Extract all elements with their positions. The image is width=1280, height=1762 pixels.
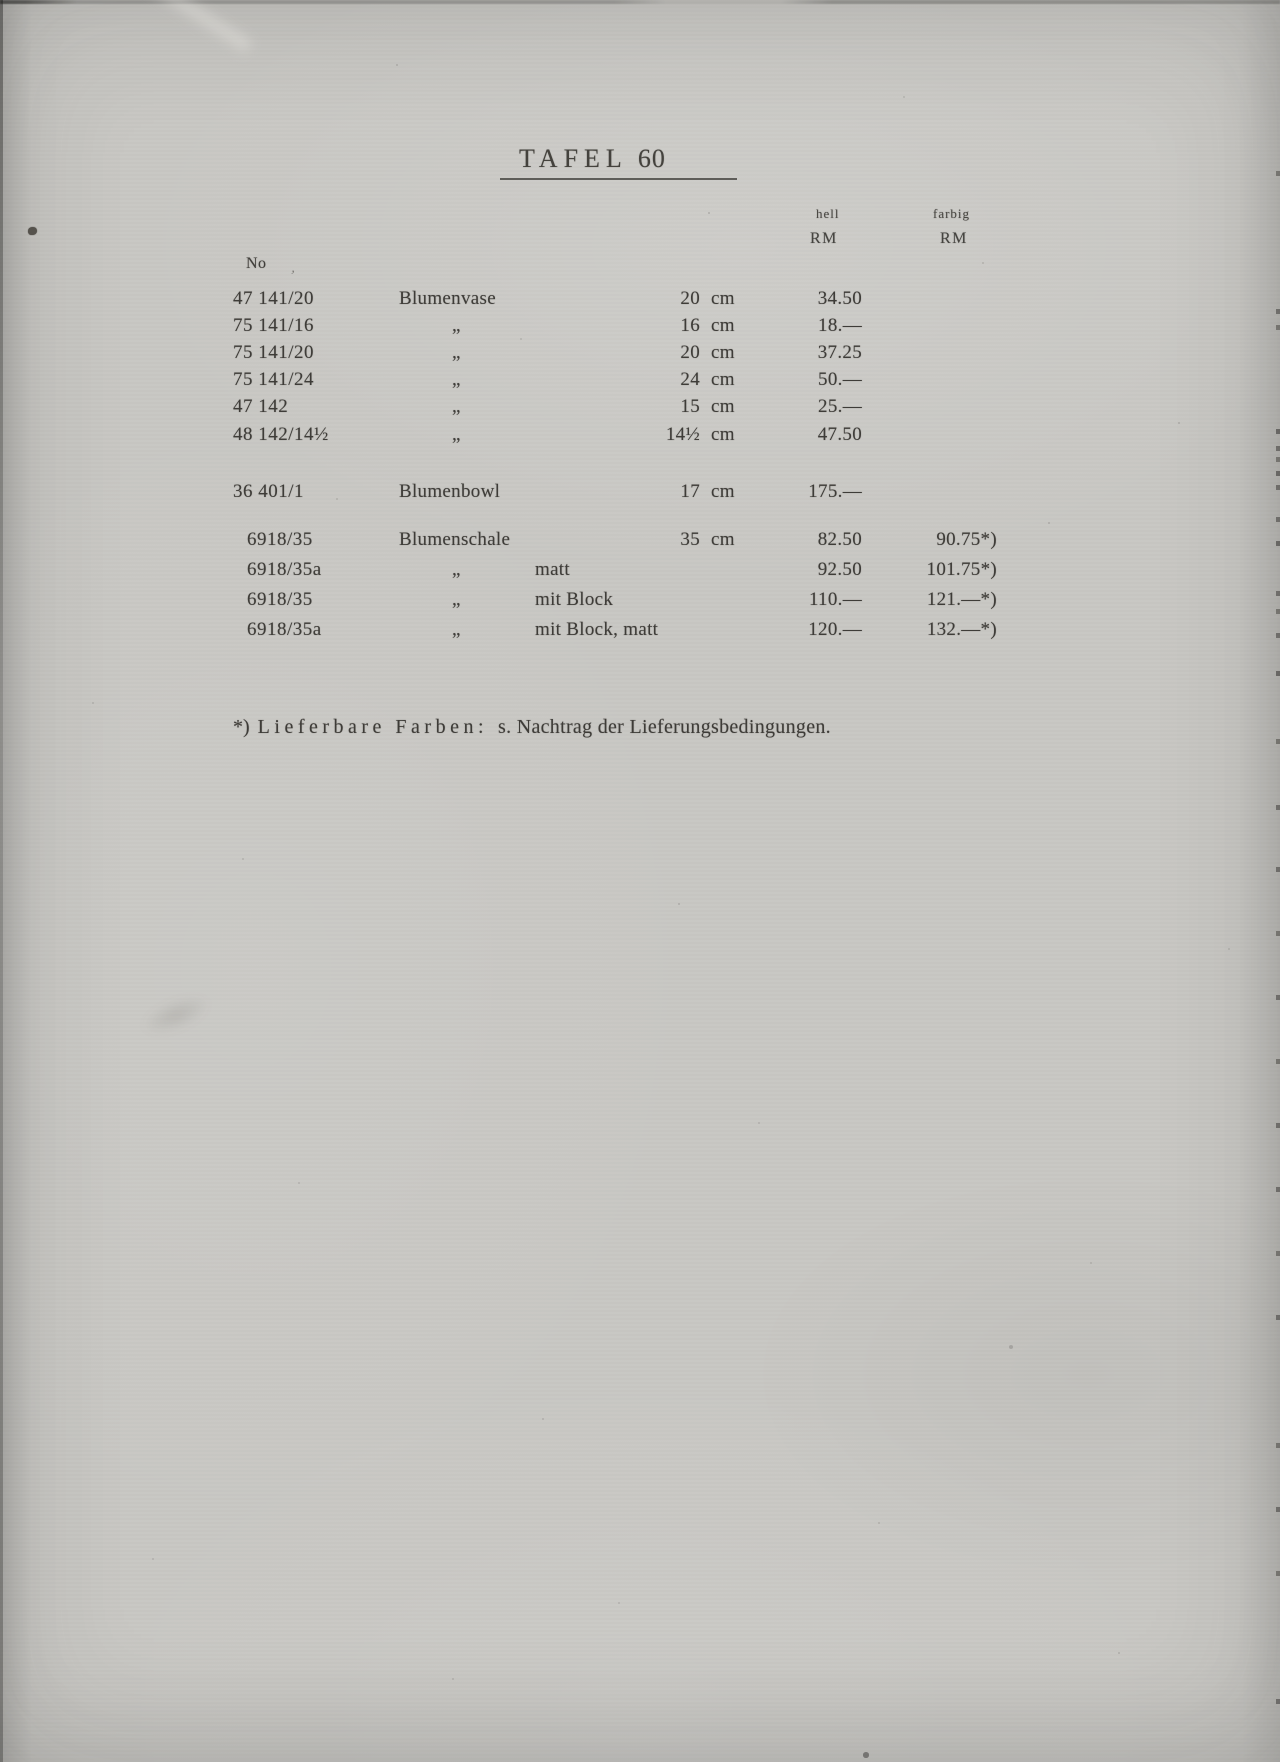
item-size: 17 — [680, 481, 700, 502]
item-variant: mit Block — [535, 589, 614, 610]
item-price-hell: 50.— — [818, 369, 862, 390]
item-price-hell: 37.25 — [817, 342, 862, 363]
item-no: 48 142/14½ — [233, 424, 329, 445]
item-no: 6918/35 — [247, 529, 313, 550]
ditto-mark: „ — [452, 369, 461, 390]
item-no: 6918/35a — [247, 559, 322, 580]
column-header-hell-rm: RM — [810, 230, 838, 247]
item-price-hell: 175.— — [808, 481, 862, 502]
table-row — [0, 396, 1280, 420]
table-row — [0, 619, 1280, 643]
item-price-farbig: 101.75*) — [926, 559, 997, 580]
item-unit: cm — [711, 396, 735, 417]
item-price-farbig: 132.—*) — [926, 619, 997, 640]
item-name: Blumenvase — [399, 288, 496, 309]
item-price-hell: 34.50 — [817, 288, 862, 309]
footnote — [233, 716, 831, 739]
item-size: 16 — [680, 315, 700, 336]
ditto-mark: „ — [452, 559, 461, 580]
item-name: Blumenbowl — [399, 481, 501, 502]
footnote-emphasis: Lieferbare Farben: — [257, 716, 489, 738]
item-no: 75 141/20 — [233, 342, 315, 363]
item-unit: cm — [711, 315, 735, 336]
column-header-farbig: farbig — [933, 206, 971, 221]
column-header-hell: hell — [816, 206, 840, 221]
table-row — [0, 288, 1280, 312]
item-price-farbig: 90.75*) — [936, 529, 997, 550]
footnote-asterisk: *) — [233, 716, 250, 738]
table-row — [0, 589, 1280, 613]
item-unit: cm — [711, 424, 735, 445]
item-no: 6918/35 — [247, 589, 313, 610]
item-price-farbig: 121.—*) — [926, 589, 997, 610]
item-no: 47 141/20 — [233, 288, 315, 309]
item-unit: cm — [711, 342, 735, 363]
item-size: 20 — [680, 288, 700, 309]
page-title-number: 60 — [637, 144, 666, 173]
item-size: 24 — [680, 369, 700, 390]
item-price-hell: 47.50 — [817, 424, 862, 445]
ink-blot — [28, 227, 37, 235]
table-row — [0, 559, 1280, 583]
paper-smudge — [137, 988, 215, 1043]
column-header-farbig-rm: RM — [940, 230, 968, 247]
item-price-hell: 120.— — [808, 619, 862, 640]
ditto-mark: „ — [452, 619, 461, 640]
item-unit: cm — [711, 529, 735, 550]
item-unit: cm — [711, 369, 735, 390]
item-no: 75 141/24 — [233, 369, 315, 390]
paper-crease — [134, 0, 251, 55]
table-row — [0, 369, 1280, 393]
scan-left-edge — [0, 0, 3, 1762]
table-row — [0, 342, 1280, 366]
table-row — [0, 529, 1280, 553]
item-no: 47 142 — [233, 396, 289, 417]
item-size: 35 — [680, 529, 700, 550]
ditto-mark: „ — [452, 315, 461, 336]
item-size: 20 — [680, 342, 700, 363]
item-variant: mit Block, matt — [535, 619, 659, 640]
item-price-hell: 18.— — [818, 315, 862, 336]
item-variant: matt — [535, 559, 570, 580]
stray-ink-fleck: , — [290, 260, 298, 277]
title-underline — [500, 178, 737, 180]
item-size: 14½ — [665, 424, 700, 445]
page-title-word: TAFEL — [519, 144, 628, 173]
item-price-hell: 92.50 — [817, 559, 862, 580]
item-name: Blumenschale — [399, 529, 511, 550]
item-no: 36 401/1 — [233, 481, 305, 502]
ditto-mark: „ — [452, 424, 461, 445]
item-price-hell: 25.— — [818, 396, 862, 417]
table-row — [0, 315, 1280, 339]
item-size: 15 — [680, 396, 700, 417]
ditto-mark: „ — [452, 589, 461, 610]
item-unit: cm — [711, 481, 735, 502]
ditto-mark: „ — [452, 396, 461, 417]
item-no: 75 141/16 — [233, 315, 315, 336]
table-row — [0, 481, 1280, 505]
page-title — [519, 144, 666, 174]
ditto-mark: „ — [452, 342, 461, 363]
table-row — [0, 424, 1280, 448]
item-price-hell: 110.— — [808, 589, 862, 610]
item-no: 6918/35a — [247, 619, 322, 640]
item-unit: cm — [711, 288, 735, 309]
item-price-hell: 82.50 — [817, 529, 862, 550]
footnote-text: s. Nachtrag der Lieferungsbedingungen. — [498, 716, 831, 738]
column-header-no: No — [246, 255, 267, 272]
